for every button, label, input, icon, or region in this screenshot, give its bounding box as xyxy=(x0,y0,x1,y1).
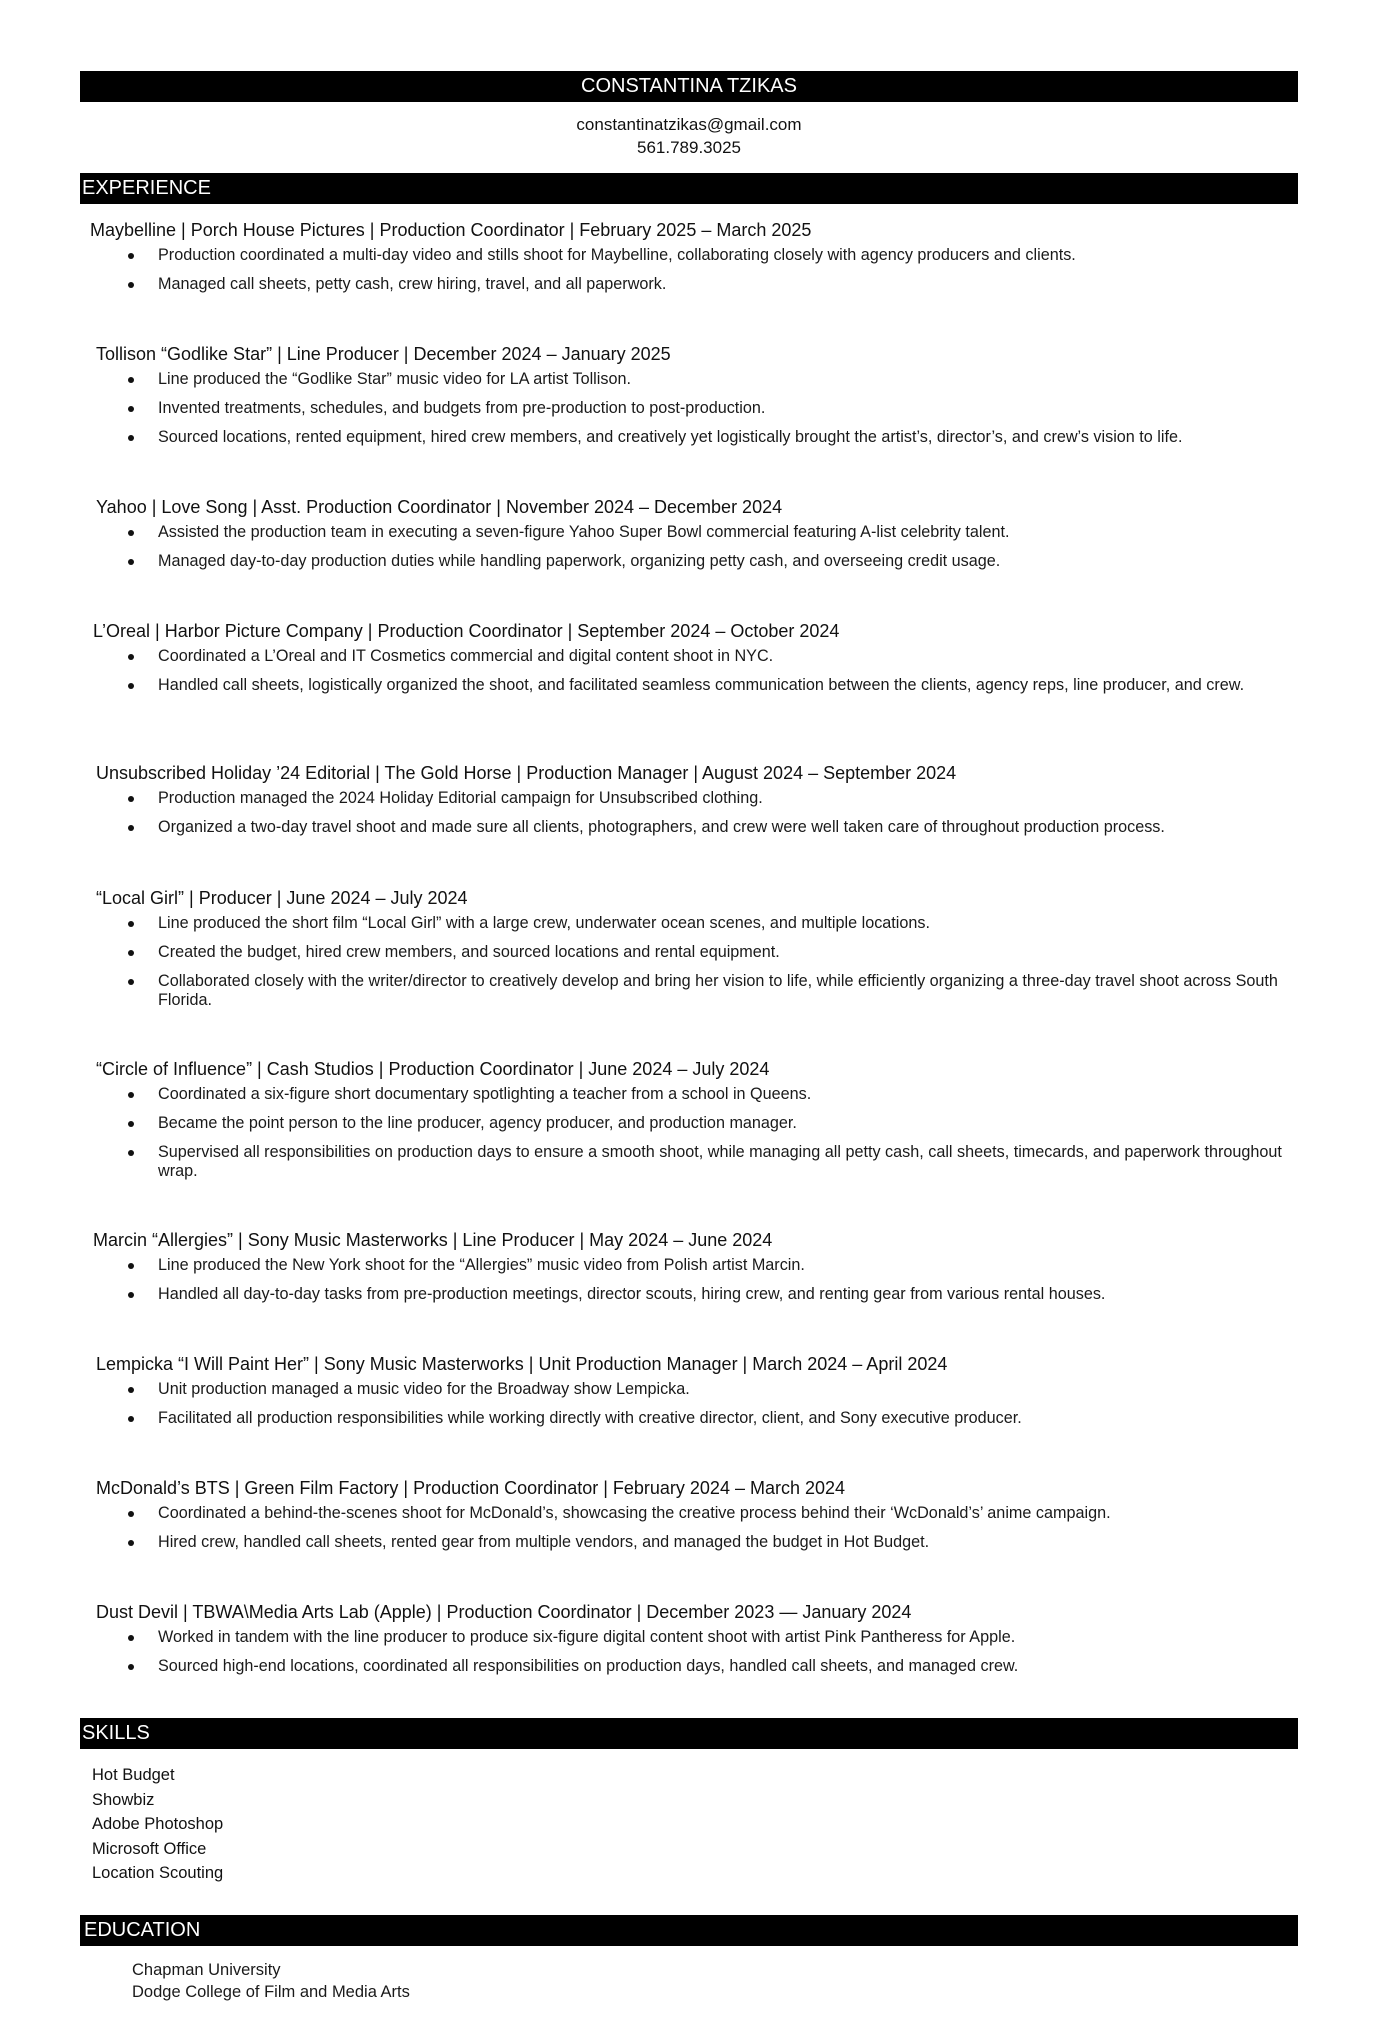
job-bullets xyxy=(80,1256,1320,1304)
job-title: “Local Girl” | Producer | June 2024 – July 2024 xyxy=(96,888,468,908)
education-heading: EDUCATION xyxy=(80,1915,1298,1946)
job-bullets xyxy=(80,1504,1320,1552)
job-bullet: Line produced the “Godlike Star” music video for LA artist Tollison. xyxy=(80,370,1298,389)
job-bullet: Unit production managed a music video for the Broadway show Lempicka. xyxy=(80,1380,1298,1399)
job-bullet: Line produced the New York shoot for the “Allergies” music video from Polish artist Marcin. xyxy=(80,1256,1298,1275)
job-bullet: Production coordinated a multi-day video and stills shoot for Maybelline, collaborating closely with agency producers and clients. xyxy=(80,246,1298,265)
job-bullets xyxy=(80,523,1320,571)
job-entry xyxy=(80,1352,1320,1438)
name-header: CONSTANTINA TZIKAS xyxy=(80,71,1298,102)
job-title: Maybelline | Porch House Pictures | Production Coordinator | February 2025 – March 2025 xyxy=(90,220,812,240)
job-entry xyxy=(80,1228,1320,1314)
job-title: L’Oreal | Harbor Picture Company | Production Coordinator | September 2024 – October 2024 xyxy=(93,621,840,641)
job-bullet: Managed call sheets, petty cash, crew hiring, travel, and all paperwork. xyxy=(80,275,1298,294)
job-title: McDonald’s BTS | Green Film Factory | Production Coordinator | February 2024 – March 2024 xyxy=(96,1478,846,1498)
job-bullet: Became the point person to the line producer, agency producer, and production manager. xyxy=(80,1114,1298,1133)
skill-item: Showbiz xyxy=(92,1790,155,1809)
job-bullet: Sourced locations, rented equipment, hired crew members, and creatively yet logistically brought the artist’s, director’s, and crew’s vision to life. xyxy=(80,428,1298,447)
job-entry xyxy=(80,1476,1320,1562)
skills-list xyxy=(92,1763,223,1886)
contact-block xyxy=(80,113,1298,159)
skill-item: Hot Budget xyxy=(92,1766,175,1784)
job-bullet: Handled call sheets, logistically organized the shoot, and facilitated seamless communication between the clients, agency reps, line producer, and crew. xyxy=(80,676,1298,695)
phone-text: 561.789.3025 xyxy=(637,138,741,157)
job-bullet: Sourced high-end locations, coordinated all responsibilities on production days, handled call sheets, and managed crew. xyxy=(80,1657,1298,1676)
job-bullets xyxy=(80,1085,1320,1181)
job-bullets xyxy=(80,1628,1320,1676)
skill-item: Adobe Photoshop xyxy=(92,1815,224,1833)
job-title: Dust Devil | TBWA\Media Arts Lab (Apple) | Production Coordinator | December 2023 — January 2024 xyxy=(96,1602,912,1622)
job-bullet: Invented treatments, schedules, and budgets from pre-production to post-production. xyxy=(80,399,1298,418)
job-bullet: Handled all day-to-day tasks from pre-production meetings, director scouts, hiring crew, and renting gear from various rental houses. xyxy=(80,1285,1298,1304)
email-text: constantinatzikas@gmail.com xyxy=(576,115,802,134)
job-title: Lempicka “I Will Paint Her” | Sony Music Masterworks | Unit Production Manager | March 2024 – April 2024 xyxy=(96,1354,948,1374)
job-title: “Circle of Influence” | Cash Studios | Production Coordinator | June 2024 – July 2024 xyxy=(96,1059,770,1079)
job-title: Unsubscribed Holiday ’24 Editorial | The Gold Horse | Production Manager | August 2024 – September 2024 xyxy=(96,763,957,783)
job-entry xyxy=(80,886,1320,1020)
job-entry xyxy=(80,619,1320,705)
job-bullet: Managed day-to-day production duties while handling paperwork, organizing petty cash, and overseeing credit usage. xyxy=(80,552,1298,571)
job-bullet: Supervised all responsibilities on production days to ensure a smooth shoot, while managing all petty cash, call sheets, timecards, and paperwork throughout wrap. xyxy=(80,1143,1298,1181)
education-block xyxy=(132,1959,410,2003)
skill-item: Microsoft Office xyxy=(92,1839,207,1858)
job-bullet: Coordinated a behind-the-scenes shoot for McDonald’s, showcasing the creative process behind their ‘WcDonald’s’ anime campaign. xyxy=(80,1504,1298,1523)
job-title: Yahoo | Love Song | Asst. Production Coordinator | November 2024 – December 2024 xyxy=(96,497,783,517)
job-bullets xyxy=(80,370,1320,447)
job-bullets xyxy=(80,647,1320,695)
job-title: Marcin “Allergies” | Sony Music Masterworks | Line Producer | May 2024 – June 2024 xyxy=(93,1230,773,1250)
college-name: Dodge College of Film and Media Arts xyxy=(132,1983,410,2001)
job-entry xyxy=(80,218,1320,304)
job-entry xyxy=(80,1057,1320,1191)
job-title: Tollison “Godlike Star” | Line Producer | December 2024 – January 2025 xyxy=(96,344,671,364)
job-bullets xyxy=(80,914,1320,1010)
skills-heading: SKILLS xyxy=(80,1718,1298,1749)
job-bullet: Facilitated all production responsibilities while working directly with creative director, client, and Sony executive producer. xyxy=(80,1409,1298,1428)
job-bullet: Coordinated a L’Oreal and IT Cosmetics commercial and digital content shoot in NYC. xyxy=(80,647,1298,666)
job-entry xyxy=(80,342,1320,457)
job-bullet: Production managed the 2024 Holiday Editorial campaign for Unsubscribed clothing. xyxy=(80,789,1298,808)
job-bullet: Line produced the short film “Local Girl” with a large crew, underwater ocean scenes, and multiple locations. xyxy=(80,914,1298,933)
experience-heading: EXPERIENCE xyxy=(80,173,1298,204)
job-bullets xyxy=(80,246,1320,294)
job-bullet: Hired crew, handled call sheets, rented gear from multiple vendors, and managed the budget in Hot Budget. xyxy=(80,1533,1298,1552)
job-bullet: Collaborated closely with the writer/director to creatively develop and bring her vision to life, while efficiently organizing a three-day travel shoot across South Florida. xyxy=(80,972,1298,1010)
job-entry xyxy=(80,1600,1320,1686)
job-bullets xyxy=(80,1380,1320,1428)
job-bullet: Organized a two-day travel shoot and made sure all clients, photographers, and crew were well taken care of throughout production process. xyxy=(80,818,1298,837)
job-entry xyxy=(80,761,1320,847)
job-bullet: Created the budget, hired crew members, and sourced locations and rental equipment. xyxy=(80,943,1298,962)
job-bullet: Coordinated a six-figure short documentary spotlighting a teacher from a school in Queens. xyxy=(80,1085,1298,1104)
school-name: Chapman University xyxy=(132,1961,281,1979)
job-entry xyxy=(80,495,1320,581)
job-bullets xyxy=(80,789,1320,837)
job-bullet: Assisted the production team in executing a seven-figure Yahoo Super Bowl commercial featuring A-list celebrity talent. xyxy=(80,523,1298,542)
skill-item: Location Scouting xyxy=(92,1864,224,1882)
job-bullet: Worked in tandem with the line producer to produce six-figure digital content shoot with artist Pink Pantheress for Apple. xyxy=(80,1628,1298,1647)
